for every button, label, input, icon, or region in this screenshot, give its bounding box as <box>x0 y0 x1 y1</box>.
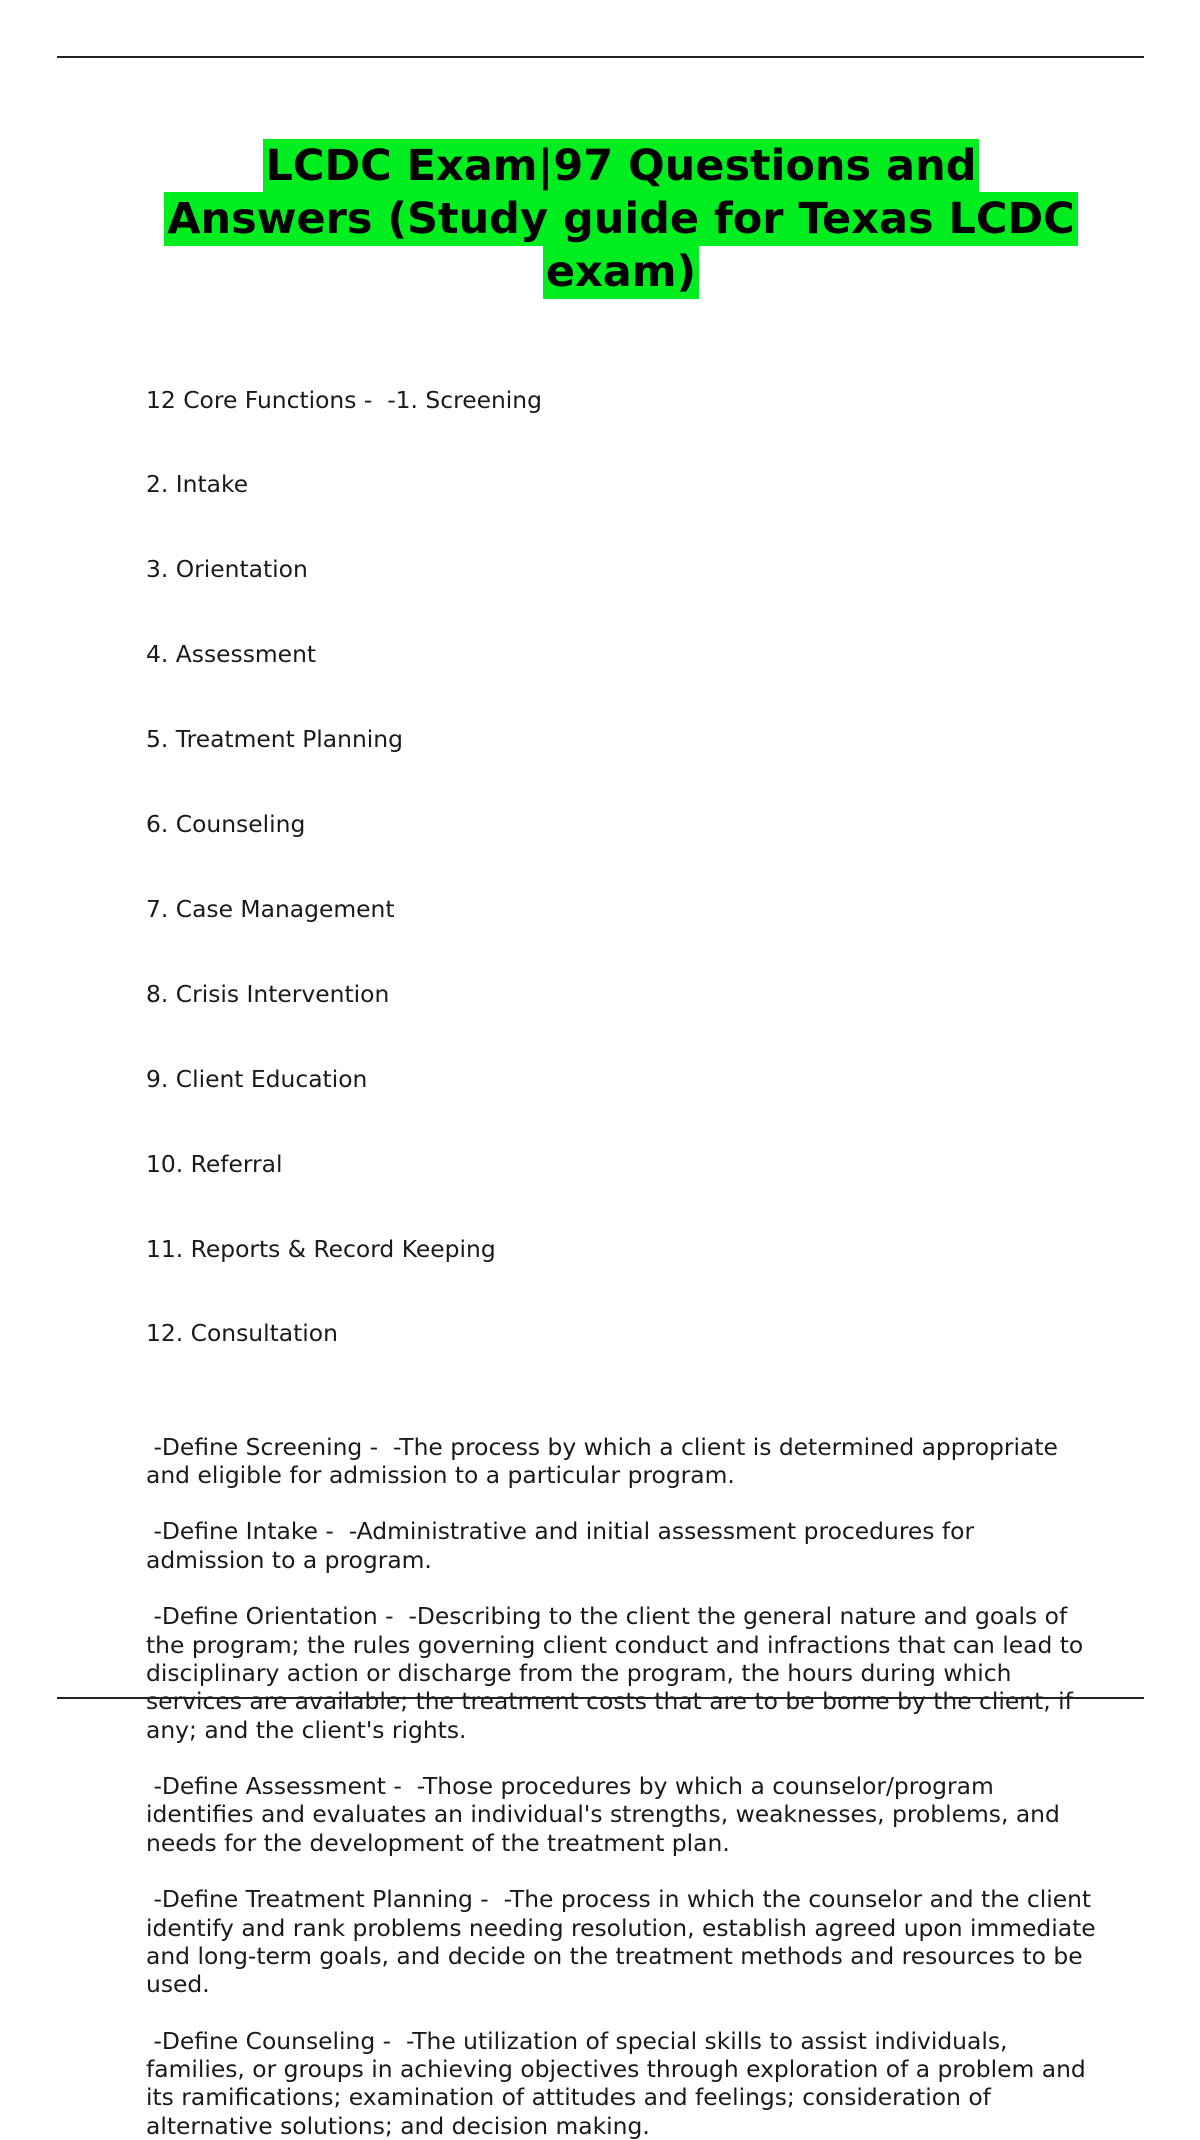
definition-assessment: -Define Assessment - -Those procedures by which a counselor/program identifies and evaluates an individual's strengths, weaknesses, problems, and needs for the development of the treatment plan. <box>146 1772 1068 1857</box>
definition-screening: -Define Screening - -The process by which a client is determined appropriate and eligible for admission to a particular program. <box>146 1432 1066 1489</box>
list-item: 2. Intake <box>146 470 249 499</box>
list-item: 9. Client Education <box>146 1064 368 1093</box>
core-functions-list <box>146 329 1096 1404</box>
list-item: 5. Treatment Planning <box>146 725 403 754</box>
title-line-1: LCDC Exam|97 Questions and <box>265 141 977 191</box>
list-item: 7. Case Management <box>146 894 395 923</box>
footer-rule <box>57 1697 1144 1699</box>
list-item: 12. Consultation <box>146 1319 338 1348</box>
list-item: 8. Crisis Intervention <box>146 979 390 1008</box>
definition-orientation: -Define Orientation - -Describing to the client the general nature and goals of the program; the rules governing client conduct and infractions that can lead to disciplinary action or discharge from the program, the hours during which services are available; the treatment costs that are to be borne by the client, if any; and the client's rights. <box>146 1602 1091 1744</box>
core-functions-heading: 12 Core Functions - -1. Screening <box>146 385 542 414</box>
list-item: 4. Assessment <box>146 640 317 669</box>
definition-intake: -Define Intake - -Administrative and initial assessment procedures for admission to a program. <box>146 1517 982 1574</box>
list-item: 10. Referral <box>146 1149 283 1178</box>
document-title <box>146 140 1096 299</box>
document-page <box>146 140 1104 2140</box>
definition-treatment-planning: -Define Treatment Planning - -The process in which the counselor and the client identify and rank problems needing resolution, establish agreed upon immediate and long-term goals, and decide on the treatment methods and resources to be used. <box>146 1885 1104 1999</box>
title-highlight <box>164 139 1078 299</box>
list-item: 3. Orientation <box>146 555 308 584</box>
title-line-3: exam) <box>545 247 697 297</box>
title-line-2: Answers (Study guide for Texas LCDC <box>167 194 1075 244</box>
header-rule <box>57 56 1144 58</box>
definition-counseling: -Define Counseling - -The utilization of special skills to assist individuals, families, or groups in achieving objectives through exploration of a problem and its ramifications; examination of attitudes and feelings; consideration of alternative solutions; and decision making. <box>146 2026 1094 2140</box>
list-item: 11. Reports & Record Keeping <box>146 1234 496 1263</box>
list-item: 6. Counseling <box>146 810 306 839</box>
